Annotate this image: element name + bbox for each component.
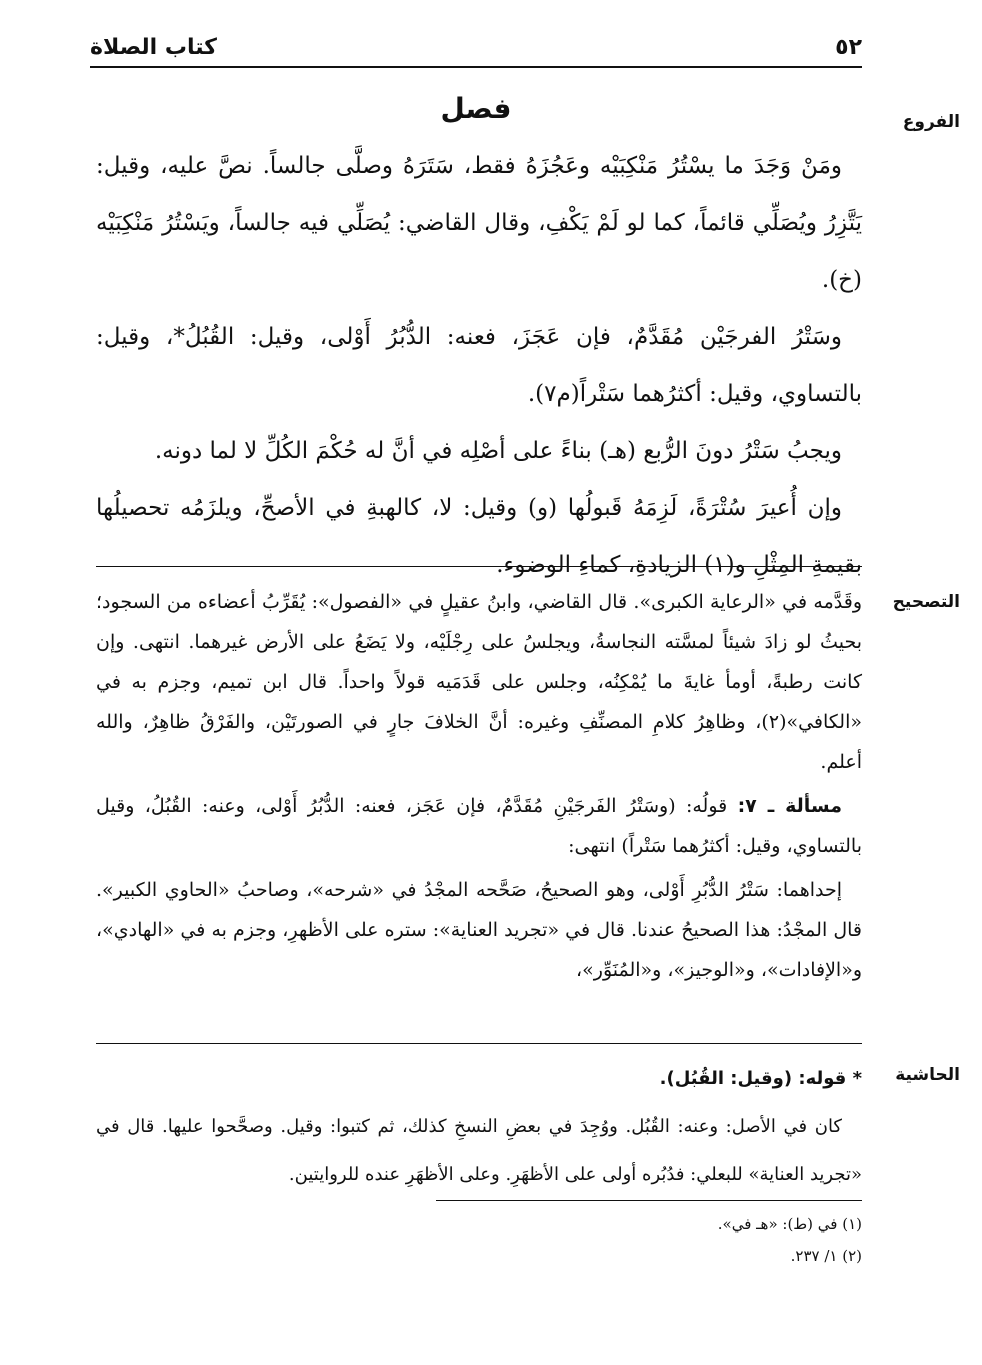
masala-text: قولُه: (وسَتْرُ الفَرجَيْنِ مُقَدَّمٌ، فإن عَجَز، فعنه: الدُّبُرُ أَوْلى، وعنه: القُبُلُ، وقيل بالتساوي، وقيل: أكثرُهما سَتْراً) انتهى: [96,795,862,857]
furu-text [96,138,862,594]
label-furu: الفروع [902,112,960,132]
book-title: كتاب الصلاة [90,35,217,60]
masala-heading: مسألة ـ ٧: [737,795,842,817]
hashiya-text [96,1055,862,1199]
furu-paragraph: ويجبُ سَتْرُ دونَ الرُّبع (هـ) بناءً على أصْلِه في أنَّ له حُكْمَ الكُلِّ لا لما دونه. [154,438,842,464]
running-header [90,30,862,68]
divider-top [96,566,862,567]
footnote: (١) في (ط): «هـ في». [717,1215,862,1233]
label-hashiya: الحاشية [895,1065,960,1085]
hashiya-body: كان في الأصل: وعنه: القُبُل. ووُجِدَ في بعضِ النسخِ كذلك، ثم كتبوا: وقيل. وصحَّحوا عليها. قال في «تجريد العناية» للبعلي: فدُبُره أولى على الأظهَرِ. وعلى الأظهَرِ عنده للروايتين. [96,1116,862,1185]
tashih-continuation: إحداهما: سَتْرُ الدُّبُرِ أَوْلى، وهو الصحيحُ، صَحَّحه المجْدُ في «شرحه»، وصاحبُ «الحاوي الكبير». قال المجْدُ: هذا الصحيحُ عندنا. قال في «تجريد العناية»: ستره على الأظهرِ، وجزم به في «الهادي»، و«الإفادات»، و«الوجيز»، و«المُنَوِّر»، [96,879,862,981]
footnotes [96,1208,862,1272]
furu-paragraph: وإن أُعيرَ سُتْرَةً، لَزِمَهُ قَبولُها (و) وقيل: لا، كالهبةِ في الأصحِّ، ويلزَمُه تحصيلُها بقيمةِ المِثْلِ و(١) الزيادةِ، كماءِ الوضوء. [96,495,862,578]
tashih-paragraph: وقَدَّمه في «الرعاية الكبرى». قال القاضي، وابنُ عقيلٍ في «الفصول»: يُقَرِّبُ أعضاءه من السجود؛ بحيثُ لو زادَ شيئاً لمسَّته النجاسةُ، ويجلسُ على رِجْلَيْه، ولا يَضَعُ على الأرض غيرهما. انتهى. وإن كانت رطبةً، أومأ غايةَ ما يُمْكِنُه، وجلس على قَدَمَيه قولاً واحداً. قال ابن تميم، وجزم به في «الكافي»(٢)، وظاهِرُ كلامِ المصنِّفِ وغيره: أنَّ الخلافَ جارٍ في الصورتَيْن، والفَرْقُ ظاهِرٌ، والله أعلم. [96,591,862,773]
masala-paragraph [96,786,862,866]
tashih-text [96,582,862,994]
furu-paragraph: وسَتْرُ الفرجَيْن مُقَدَّمٌ، فإن عَجَزَ، فعنه: الدُّبُرُ أَوْلى، وقيل: القُبُلُ*، وقيل: بالتساوي، وقيل: أكثرُهما سَتْراً(م٧). [96,324,862,407]
footnote-divider [436,1200,862,1201]
label-tashih: التصحيح [892,592,960,612]
divider-middle [96,1043,862,1044]
furu-paragraph: ومَنْ وَجَدَ ما يسْتُرُ مَنْكِبَيْه وعَجُزَهُ فقط، سَتَرَهُ وصلَّى جالساً. نصَّ عليه، وقيل: يَتَّزِرُ ويُصَلِّي قائماً، كما لو لَمْ يَكْفِ، وقال القاضي: يُصَلِّي فيه جالساً، ويَسْتُرُ مَنْكِبَيْه (خ). [96,153,862,293]
footnote: (٢) ١/ ٢٣٧. [790,1247,862,1265]
section-title: فصل [440,92,512,125]
page-number: ٥٢ [835,35,862,60]
hashiya-heading: * قوله: (وقيل: القُبُل). [659,1068,862,1089]
